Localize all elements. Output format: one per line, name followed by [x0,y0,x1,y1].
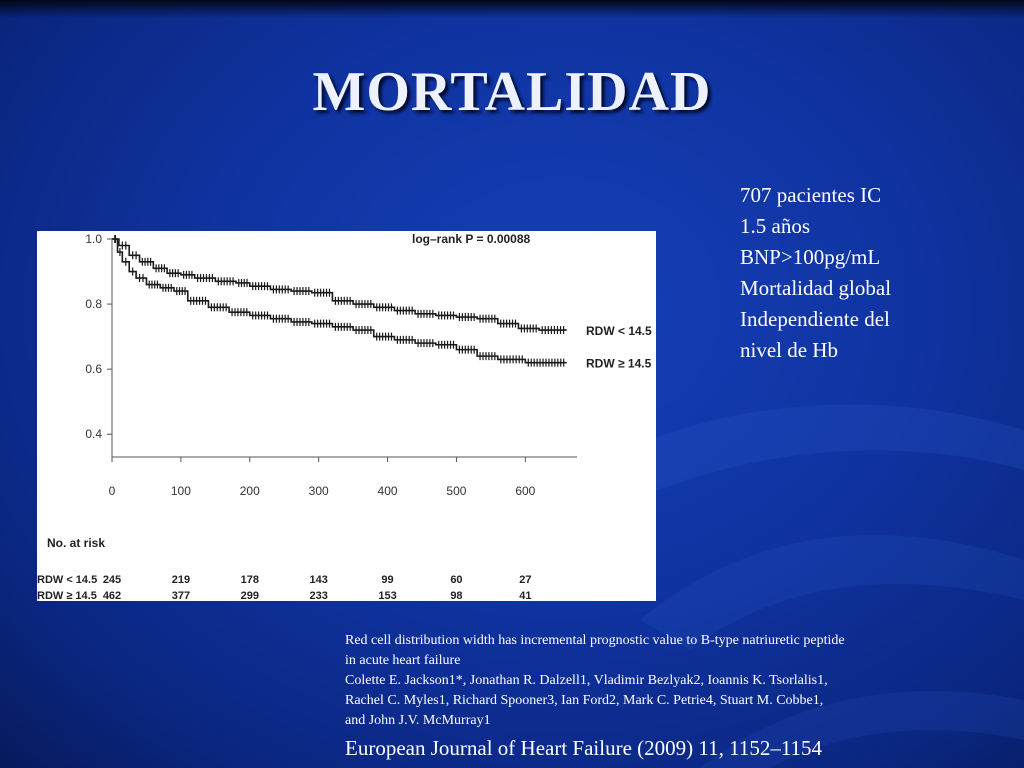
journal-reference: European Journal of Heart Failure (2009) 11, 1152–1154 [345,736,823,760]
risk-count: 98 [450,590,463,601]
risk-row-label: RDW < 14.5 [37,574,98,586]
x-tick-label: 200 [239,484,260,498]
risk-count: 233 [309,590,328,601]
risk-count: 143 [309,574,328,586]
y-tick-label: 0.4 [85,427,102,442]
risk-count: 219 [171,574,191,586]
note-line: 1.5 años [740,214,810,238]
citation-line: in acute heart failure [345,653,461,668]
series-label: RDW < 14.5 [586,324,652,339]
note-line: Independiente del [740,307,890,331]
citation [345,631,845,761]
kaplan-meier-chart [37,231,656,601]
risk-count: 178 [240,574,259,586]
chart-canvas [37,231,656,601]
x-tick-label: 300 [308,484,329,498]
x-tick-label: 600 [515,484,536,498]
risk-count: 153 [378,590,397,601]
citation-line: and John J.V. McMurray1 [345,713,491,728]
risk-table-title: No. at risk [47,536,106,550]
risk-count: 41 [519,590,532,601]
note-line: Mortalidad global [740,276,892,300]
risk-count: 299 [240,590,259,601]
risk-count: 60 [450,574,463,586]
survival-line [112,239,567,330]
slide-title: MORTALIDAD [312,61,712,123]
citation-line: Red cell distribution width has incremental prognostic value to B-type natriuretic peptide [345,633,845,648]
y-tick-label: 0.6 [85,362,102,377]
risk-count: 462 [102,590,122,601]
series-label: RDW ≥ 14.5 [586,356,652,371]
study-summary [740,180,891,366]
citation-line: Rachel C. Myles1, Richard Spooner3, Ian Ford2, Mark C. Petrie4, Stuart M. Cobbe1, [345,693,824,708]
note-line: nivel de Hb [740,338,838,362]
citation-line: Colette E. Jackson1*, Jonathan R. Dalzell1, Vladimir Bezlyak2, Ioannis K. Tsorlalis1, [345,673,828,688]
risk-count: 99 [381,574,394,586]
note-line: BNP>100pg/mL [740,245,881,269]
x-tick-label: 100 [170,484,191,498]
x-tick-label: 500 [446,484,467,498]
y-tick-label: 1.0 [85,232,102,246]
x-tick-label: 0 [108,484,116,498]
risk-count: 245 [102,574,122,586]
top-edge-shade [0,0,1024,18]
risk-row-label: RDW ≥ 14.5 [37,590,97,601]
risk-count: 377 [171,590,191,601]
log-rank-annotation: log–rank P = 0.00088 [412,232,531,246]
note-line: 707 pacientes IC [740,183,882,207]
x-tick-label: 400 [377,484,398,498]
y-tick-label: 0.8 [85,297,102,312]
risk-count: 27 [519,574,532,586]
